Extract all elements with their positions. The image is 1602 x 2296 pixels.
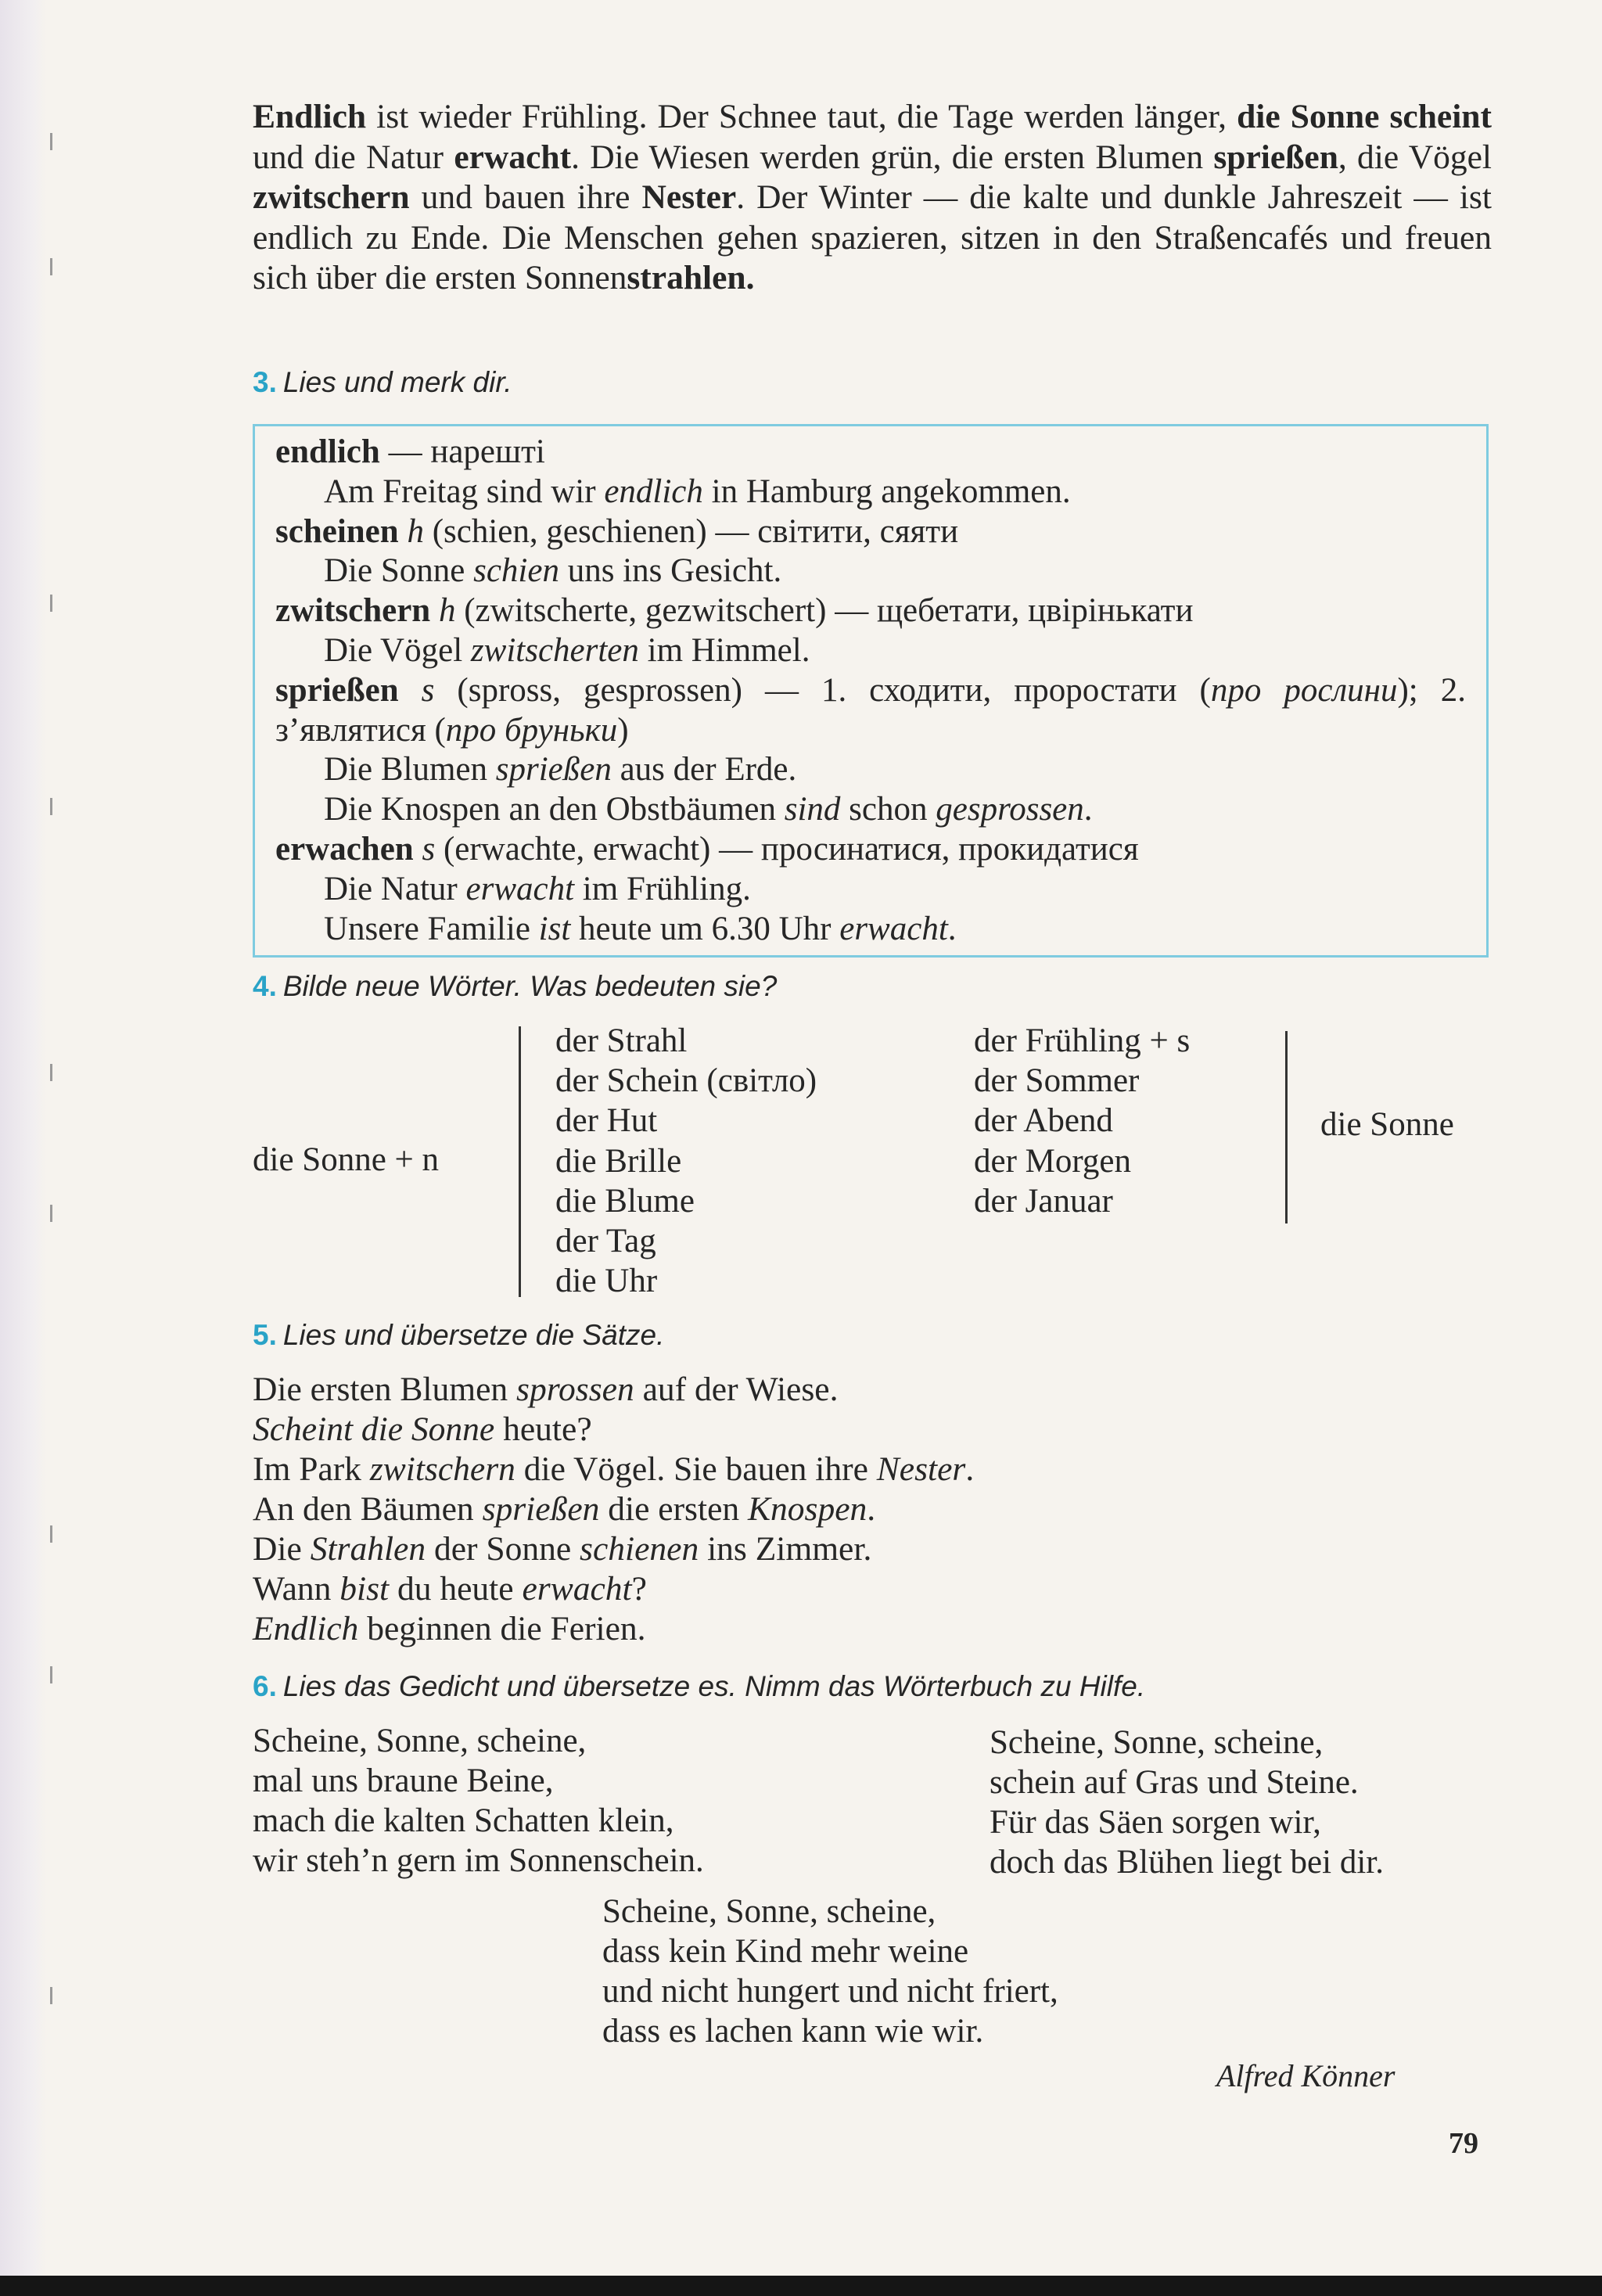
exercise-6-heading (253, 1670, 1145, 1703)
exercise-title: Lies und übersetze die Sätze. (282, 1319, 665, 1351)
sentence: An den Bäumen sprießen die ersten Knospen. (253, 1490, 876, 1528)
word-item: der Hut (555, 1102, 658, 1140)
word-item: der Sommer (974, 1062, 1140, 1100)
text: . Der Winter — die kalte und dunkle Jahreszeit — ist endlich zu Ende. Die Menschen gehen spazieren, sitzen in den Straßencafés und freuen sich über die ersten Sonnen (253, 178, 1492, 296)
auxiliary-marker: h (407, 512, 424, 550)
text: und die Natur (253, 138, 454, 176)
margin-mark (50, 1064, 52, 1081)
poem-line: und nicht hungert und nicht friert, (602, 1973, 1058, 2010)
bracket-line-left (519, 1026, 521, 1297)
intro-paragraph (253, 97, 1492, 299)
exercise-number: 6. (253, 1670, 277, 1702)
translation: (erwachte, erwacht) — просинатися, прокидатися (435, 830, 1139, 868)
keyword: zwitschern (253, 178, 410, 216)
vocab-entry-spriessen: sprießen s (spross, gesprossen) — 1. сходити, проростати (про рослини); 2. з’являтися (про бруньки) (275, 671, 1466, 749)
sentence: Im Park zwitschern die Vögel. Sie bauen ihre Nester. (253, 1450, 975, 1488)
sentence: Endlich beginnen die Ferien. (253, 1610, 646, 1647)
word-list-left (555, 1021, 817, 1301)
poem-line: dass es lachen kann wie wir. (602, 2013, 984, 2050)
headword: erwachen (275, 830, 414, 868)
sentence: Scheint die Sonne heute? (253, 1410, 592, 1448)
poem-line: mal uns braune Beine, (253, 1762, 554, 1799)
vocab-entry-erwachen (275, 830, 1466, 870)
translation: — нарешті (379, 433, 545, 470)
vocab-example: Die Blumen sprießen aus der Erde. (324, 751, 797, 789)
scan-bottom-edge (0, 2276, 1602, 2296)
margin-mark (50, 1525, 52, 1543)
text: , die Vögel (1338, 138, 1492, 176)
keyword: sprießen (1213, 138, 1338, 176)
vocabulary-box (253, 424, 1489, 958)
poem-line: Scheine, Sonne, scheine, (253, 1723, 587, 1759)
word-base-left: die Sonne + n (253, 1141, 440, 1178)
vocab-example: Die Vögel zwitscherten im Himmel. (324, 631, 810, 669)
margin-mark (50, 1205, 52, 1222)
word-item: die Brille (555, 1142, 682, 1180)
sentence: Die Strahlen der Sonne schienen ins Zimmer. (253, 1530, 872, 1568)
exercise-3-heading (253, 366, 512, 399)
exercise-title: Lies das Gedicht und übersetze es. Nimm das Wörterbuch zu Hilfe. (282, 1670, 1146, 1702)
poem-author: Alfred Könner (1216, 2058, 1395, 2093)
exercise-title: Bilde neue Wörter. Was bedeuten sie? (282, 970, 778, 1002)
headword: endlich (275, 433, 380, 470)
word-item: der Schein (світло) (555, 1062, 817, 1100)
keyword: strahlen. (627, 259, 755, 296)
word-item: der Strahl (555, 1022, 688, 1059)
headword: sprießen (275, 671, 399, 709)
headword: scheinen (275, 512, 399, 550)
poem-line: mach die kalten Schatten klein, (253, 1802, 674, 1839)
exercise-title: Lies und merk dir. (282, 366, 512, 398)
exercise-4-heading (253, 970, 777, 1003)
vocab-example: Die Sonne schien uns ins Gesicht. (324, 552, 782, 590)
headword: zwitschern (275, 592, 431, 630)
word-item: der Tag (555, 1223, 656, 1260)
bracket-line-right (1285, 1031, 1288, 1223)
vocab-example: Unsere Familie ist heute um 6.30 Uhr erwacht. (324, 910, 957, 947)
word-item: der Abend (974, 1102, 1113, 1140)
translation: (schien, geschienen) — світити, сяяти (423, 512, 959, 550)
auxiliary-marker: h (438, 592, 456, 630)
poem-line: Für das Säen sorgen wir, (990, 1804, 1321, 1841)
poem-line: Scheine, Sonne, scheine, (602, 1893, 936, 1930)
exercise-number: 4. (253, 970, 277, 1002)
vocab-example: Die Natur erwacht im Frühling. (324, 870, 751, 907)
word-item: der Frühling + s (974, 1022, 1191, 1059)
word-item: die Blume (555, 1182, 695, 1220)
text: ist wieder Frühling. Der Schnee taut, die Tage werden länger, (366, 98, 1237, 135)
text: . Die Wiesen werden grün, die ersten Blumen (571, 138, 1214, 176)
poem-line: dass kein Kind mehr weine (602, 1933, 969, 1970)
poem-line: schein auf Gras und Steine. (990, 1764, 1359, 1801)
vocab-entry-endlich (275, 433, 1466, 472)
exercise-number: 5. (253, 1319, 277, 1351)
page-binding-edge (0, 0, 47, 2296)
vocab-example: Die Knospen an den Obstbäumen sind schon gesprossen. (324, 791, 1093, 828)
poem-line: doch das Blühen liegt bei dir. (990, 1844, 1384, 1881)
keyword: Nester (641, 178, 737, 216)
poem-stanza-2 (990, 1723, 1384, 1882)
word-item: die Uhr (555, 1263, 658, 1300)
margin-mark (50, 133, 52, 150)
exercise-number: 3. (253, 366, 277, 398)
vocab-example: Am Freitag sind wir endlich in Hamburg angekommen. (324, 472, 1071, 510)
poem-stanza-1 (253, 1721, 704, 1881)
auxiliary-marker: s (421, 671, 435, 709)
translation: (zwitscherte, gezwitschert) — щебетати, цвірінькати (455, 592, 1194, 630)
sentence: Wann bist du heute erwacht? (253, 1570, 647, 1608)
keyword: erwacht (454, 138, 572, 176)
page-number: 79 (1449, 2127, 1478, 2160)
margin-mark (50, 595, 52, 612)
text: und bauen ihre (409, 178, 642, 216)
word-item: der Morgen (974, 1142, 1132, 1180)
poem-line: Scheine, Sonne, scheine, (990, 1724, 1324, 1761)
sentence: Die ersten Blumen sprossen auf der Wiese. (253, 1371, 839, 1408)
margin-mark (50, 798, 52, 815)
margin-mark (50, 258, 52, 275)
vocab-entry-zwitschern (275, 591, 1466, 631)
vocab-entry-scheinen (275, 512, 1466, 552)
keyword: Endlich (253, 98, 367, 135)
exercise-5-heading (253, 1319, 664, 1352)
poem-stanza-3 (602, 1892, 1058, 2051)
auxiliary-marker: s (422, 830, 436, 868)
sentence-list (253, 1370, 974, 1649)
margin-mark (50, 1666, 52, 1683)
margin-mark (50, 1987, 52, 2004)
poem-line: wir steh’n gern im Sonnenschein. (253, 1842, 704, 1879)
word-base-right: die Sonne (1320, 1106, 1454, 1143)
word-list-right (974, 1021, 1190, 1221)
keyword: die Sonne scheint (1237, 98, 1492, 135)
word-item: der Januar (974, 1182, 1113, 1220)
